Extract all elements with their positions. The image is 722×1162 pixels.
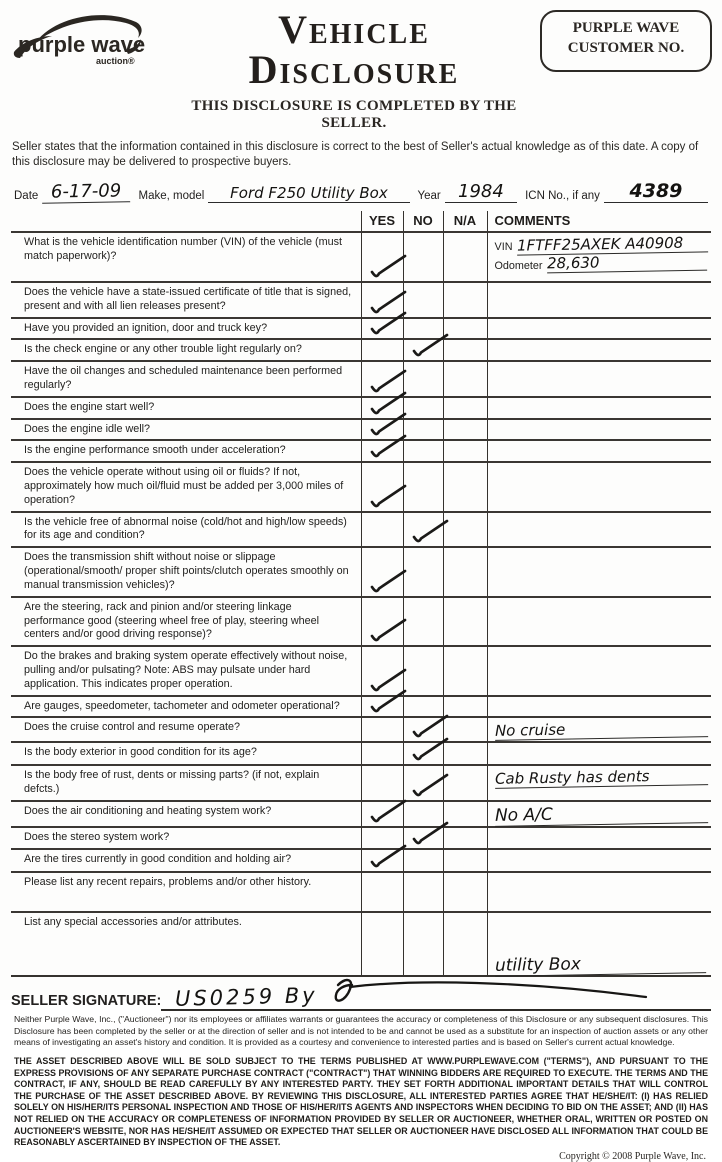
- table-row: [11, 827, 711, 849]
- comments-cell: [487, 419, 711, 441]
- comments-cell: [487, 597, 711, 646]
- yes-cell: [361, 696, 403, 718]
- checkmark-icon: [367, 311, 409, 336]
- comments-cell: [487, 318, 711, 340]
- no-cell: [403, 597, 443, 646]
- no-cell: [403, 827, 443, 849]
- make-model-field: Ford F250 Utility Box: [208, 184, 409, 203]
- question-text: Does the engine start well?: [11, 397, 361, 419]
- no-cell: [403, 419, 443, 441]
- no-cell: [403, 547, 443, 596]
- na-cell: [443, 849, 487, 872]
- no-cell: [403, 765, 443, 801]
- yes-cell: [361, 597, 403, 646]
- no-cell: [403, 440, 443, 462]
- no-cell: [403, 339, 443, 361]
- table-row: [11, 717, 711, 742]
- question-text: Please list any recent repairs, problems and/or other history.: [11, 872, 361, 912]
- terms-paragraph: THE ASSET DESCRIBED ABOVE WILL BE SOLD SUBJECT TO THE TERMS PUBLISHED AT WWW.PURPLEWAVE.COM ("TERMS"), AND PURSUANT TO THE EXPRESS PROVISIONS OF ANY SEPARATE PURCHASE CONTRACT ("CONTRACT") THAT WINNING BIDDERS ARE REQUIRED TO EXECUTE. THE TERMS AND THE CONTRACT, IF ANY, SHOULD BE READ CAREFULLY BY ANY INTERESTED PARTY. THEY SET FORTH ADDITIONAL IMPORTANT DETAILS THAT WILL CONTROL THE PURCHASE OF THE ASSET DESCRIBED ABOVE. BY REVIEWING THIS DISCLOSURE, ALL INTERESTED PARTIES AGREE THAT HE/SHE/IT: (I) HAS RELIED SOLELY ON HIS/HER/ITS PERSONAL INSPECTION AND THOSE OF HIS/HER/ITS AGENTS AND INSPECTORS WHEN DECIDING TO BID ON THE ASSET; AND (II) HAS NOT RELIED ON THE ACCURACY OR COMPLETENESS OF INFORMATION PROVIDED BY SELLER OR AUCTIONEER, WHETHER ORAL, WRITTEN OR POSTED ON AUCTIONEER'S WEBSITE, NOR HAS HE/SHE/IT ASSUMED OR EXPECTED THAT SELLER OR AUCTIONEER HAVE DISCLOSED ALL INFORMATION THAT COULD BE REASONABLY ASCERTAINED BY INSPECTION OF THE ASSET.: [14, 1056, 708, 1148]
- make-model-label: Make, model: [138, 189, 205, 202]
- na-cell: [443, 361, 487, 397]
- yes-cell: [361, 232, 403, 282]
- comment-line: [495, 805, 708, 825]
- table-row: [11, 318, 711, 340]
- signature-row: [11, 981, 711, 1011]
- no-cell: [403, 232, 443, 282]
- table-row: [11, 742, 711, 765]
- question-text: Does the engine idle well?: [11, 419, 361, 441]
- question-text: Are gauges, speedometer, tachometer and odometer operational?: [11, 696, 361, 718]
- comments-cell: [487, 801, 711, 828]
- yes-cell: [361, 717, 403, 742]
- no-cell: [403, 872, 443, 912]
- table-row: [11, 646, 711, 695]
- comments-cell: [487, 512, 711, 548]
- comments-cell: [487, 440, 711, 462]
- vehicle-info-line: [0, 170, 722, 205]
- checkmark-icon: [367, 484, 409, 509]
- logo-wordmark: purple wave: [18, 32, 146, 57]
- table-row: [11, 872, 711, 912]
- comment-label: VIN: [494, 241, 513, 254]
- copyright-line: Copyright © 2008 Purple Wave, Inc.: [559, 1150, 706, 1162]
- na-header: N/A: [443, 211, 487, 232]
- comments-cell: [487, 742, 711, 765]
- question-text: Do the brakes and braking system operate effectively without noise, pulling and/or pulsating? Note: ABS may pulsate under hard application. This indicates proper operation.: [11, 646, 361, 695]
- checkmark-icon: [367, 799, 409, 824]
- table-row: [11, 462, 711, 511]
- comments-cell: [487, 849, 711, 872]
- seller-statement: Seller states that the information contained in this disclosure is correct to the best of Seller's actual knowledge as of this date. A copy of this disclosure may be delivered to prospective buyers.: [12, 141, 699, 168]
- na-cell: [443, 232, 487, 282]
- comments-cell: [487, 361, 711, 397]
- na-cell: [443, 419, 487, 441]
- date-field: 6-17-09: [42, 180, 131, 204]
- yes-cell: [361, 646, 403, 695]
- seller-signature-label: SELLER SIGNATURE:: [11, 993, 162, 1010]
- comment-value: 1FTFF25AXEK A40908: [516, 234, 707, 255]
- customer-number-box: [540, 10, 712, 72]
- customer-box-line1: PURPLE WAVE: [572, 20, 680, 36]
- no-cell: [403, 397, 443, 419]
- checkmark-icon: [367, 254, 409, 279]
- customer-box-line2: CUSTOMER NO.: [567, 39, 685, 56]
- comment-value: No A/C: [494, 803, 707, 826]
- checkmark-icon: [409, 773, 451, 798]
- date-label: Date: [14, 189, 39, 202]
- table-row: [11, 282, 711, 318]
- question-text: Are the tires currently in good condition and holding air?: [11, 849, 361, 872]
- yes-cell: [361, 849, 403, 872]
- table-row: [11, 397, 711, 419]
- question-text: Does the stereo system work?: [11, 827, 361, 849]
- year-field: 1984: [445, 181, 517, 203]
- checkmark-icon: [367, 844, 409, 869]
- checkmark-icon: [409, 333, 451, 358]
- checkmark-icon: [367, 434, 409, 459]
- table-row: [11, 696, 711, 718]
- comments-cell: [487, 462, 711, 511]
- table-row: [11, 849, 711, 872]
- na-cell: [443, 646, 487, 695]
- comments-cell: [487, 547, 711, 596]
- checkmark-icon: [367, 689, 409, 714]
- question-text: Is the body exterior in good condition for its age?: [11, 742, 361, 765]
- comment-value: 28,630: [546, 253, 707, 273]
- no-cell: [403, 462, 443, 511]
- table-row: [11, 440, 711, 462]
- table-row: [11, 232, 711, 282]
- comment-line: [495, 955, 706, 975]
- yes-cell: [361, 742, 403, 765]
- comment-value: Cab Rusty has dents: [494, 767, 707, 788]
- checkmark-icon: [367, 569, 409, 594]
- comments-cell: [487, 646, 711, 695]
- na-cell: [443, 912, 487, 976]
- na-cell: [443, 597, 487, 646]
- no-cell: [403, 912, 443, 976]
- comments-cell: [487, 872, 711, 912]
- question-text: List any special accessories and/or attributes.: [11, 912, 361, 976]
- comments-cell: [487, 397, 711, 419]
- question-text: Does the vehicle operate without using oil or fluids? If not, approximately how much oil/fluid must be added per 3,000 miles of operation?: [11, 462, 361, 511]
- legal-section: [0, 1011, 722, 1149]
- comments-cell: [487, 232, 711, 282]
- question-text: Is the check engine or any other trouble light regularly on?: [11, 339, 361, 361]
- question-text: Does the vehicle have a state-issued certificate of title that is signed, present and with all lien releases present?: [11, 282, 361, 318]
- form-header: [0, 0, 722, 132]
- no-cell: [403, 361, 443, 397]
- question-text: Is the vehicle free of abnormal noise (cold/hot and high/low speeds) for its age and condition?: [11, 512, 361, 548]
- comments-cell: [487, 717, 711, 742]
- comment-value: utility Box: [494, 953, 705, 976]
- checkmark-icon: [409, 821, 451, 846]
- no-cell: [403, 282, 443, 318]
- comment-line: [494, 233, 708, 255]
- table-row: [11, 597, 711, 646]
- icn-label: ICN No., if any: [525, 189, 600, 202]
- signature-scribble-icon: [324, 975, 654, 1009]
- table-row: [11, 801, 711, 828]
- checkmark-icon: [367, 618, 409, 643]
- yes-cell: [361, 801, 403, 828]
- comment-line: [495, 721, 708, 739]
- table-row: [11, 339, 711, 361]
- yes-cell: [361, 765, 403, 801]
- question-text: Have the oil changes and scheduled maintenance been performed regularly?: [11, 361, 361, 397]
- comments-header: COMMENTS: [487, 211, 711, 232]
- yes-cell: [361, 512, 403, 548]
- signature-line: [161, 981, 711, 1011]
- year-label: Year: [417, 189, 441, 202]
- na-cell: [443, 397, 487, 419]
- checkmark-icon: [409, 714, 451, 739]
- no-cell: [403, 742, 443, 765]
- checkmark-icon: [409, 737, 451, 762]
- question-text: Have you provided an ignition, door and truck key?: [11, 318, 361, 340]
- question-text: Does the air conditioning and heating system work?: [11, 801, 361, 828]
- na-cell: [443, 547, 487, 596]
- table-row: [11, 912, 711, 976]
- disclosure-table: [11, 211, 711, 977]
- page-title: Vehicle Disclosure: [248, 7, 460, 92]
- question-text: Does the transmission shift without noise or slippage (operational/smooth/ proper shift points/clutch operates smoothly on manual transmission vehicles)?: [11, 547, 361, 596]
- yes-cell: [361, 547, 403, 596]
- question-text: Does the cruise control and resume operate?: [11, 717, 361, 742]
- question-header-cell: [11, 211, 361, 232]
- icn-field: 4389: [604, 180, 708, 203]
- comment-label: Odometer: [494, 259, 543, 272]
- table-row: [11, 419, 711, 441]
- form-subtitle: THIS DISCLOSURE IS COMPLETED BY THE SELLER.: [191, 98, 517, 131]
- title-block: [168, 6, 540, 132]
- purple-wave-logo: [8, 6, 168, 72]
- disclaimer-paragraph: Neither Purple Wave, Inc., ("Auctioneer") nor its employees or affiliates warrants or guarantees the accuracy or completeness of this Disclosure or any subsequent disclosures. This Disclosure has been completed by the seller or at the direction of seller and is not intended to be and cannot be used as a substitute for an inspection of auction assets or any other means of investigating an asset's history and condition. It is provided as a courtesy and convenience to interested parties and is based on Seller's current actual knowledge.: [14, 1014, 708, 1047]
- na-cell: [443, 282, 487, 318]
- no-cell: [403, 849, 443, 872]
- question-text: What is the vehicle identification number (VIN) of the vehicle (must match paperwork)?: [11, 232, 361, 282]
- yes-cell: [361, 440, 403, 462]
- comment-line: [495, 254, 708, 272]
- comment-value: No cruise: [494, 720, 707, 741]
- comments-cell: [487, 282, 711, 318]
- na-cell: [443, 462, 487, 511]
- yes-cell: [361, 872, 403, 912]
- yes-cell: [361, 318, 403, 340]
- question-text: Are the steering, rack and pinion and/or steering linkage performance good (steering wheel free of play, steering wheel centers and/or good driving response)?: [11, 597, 361, 646]
- comments-cell: [487, 696, 711, 718]
- logo-auction-label: auction®: [96, 56, 135, 66]
- yes-cell: [361, 912, 403, 976]
- yes-header: YES: [361, 211, 403, 232]
- comments-cell: [487, 339, 711, 361]
- table-row: [11, 765, 711, 801]
- no-cell: [403, 512, 443, 548]
- yes-cell: [361, 462, 403, 511]
- disclosure-table-body: [11, 211, 711, 976]
- comments-cell: [487, 827, 711, 849]
- comment-line: [495, 769, 708, 787]
- table-row: [11, 512, 711, 548]
- question-text: Is the engine performance smooth under acceleration?: [11, 440, 361, 462]
- na-cell: [443, 872, 487, 912]
- comments-cell: [487, 765, 711, 801]
- no-header: NO: [403, 211, 443, 232]
- yes-cell: [361, 339, 403, 361]
- table-row: [11, 361, 711, 397]
- question-text: Is the body free of rust, dents or missing parts? (if not, explain defcts.): [11, 765, 361, 801]
- table-row: [11, 547, 711, 596]
- table-header-row: [11, 211, 711, 232]
- na-cell: [443, 440, 487, 462]
- signature-value: US0259 By: [175, 983, 319, 1012]
- comments-cell: [487, 912, 711, 976]
- checkmark-icon: [409, 519, 451, 544]
- no-cell: [403, 646, 443, 695]
